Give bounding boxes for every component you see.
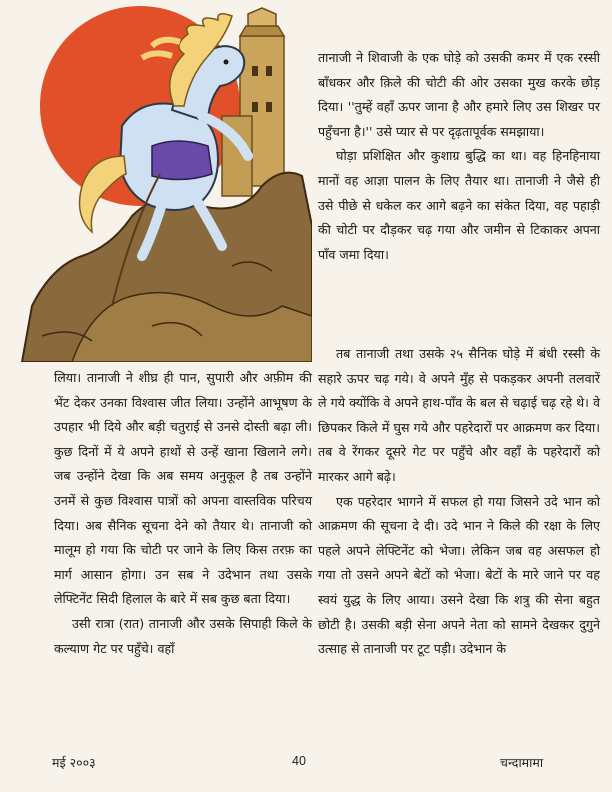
text-column-right-top xyxy=(318,46,600,267)
magazine-name: चन्दामामा xyxy=(500,755,544,770)
text-column-left-bottom xyxy=(54,366,312,661)
paragraph: तानाजी ने शिवाजी के एक घोड़े को उसकी कमर में एक रस्सी बाँधकर और क़िले की चोटी की ओर उसका मुख करके छोड़ दिया। ''तुम्हें वहाँ ऊपर जाना है और हमारे लिए उस शिखर पर पहुँचना है।'' उसे प्यार से पर दृढ़तापूर्वक समझाया। xyxy=(318,50,600,139)
paragraph: उसी रात्रा (रात) तानाजी और उसके सिपाही किले के कल्याण गेट पर पहुँचे। वहाँ xyxy=(54,615,312,656)
text-column-right-bottom xyxy=(318,342,600,662)
paragraph: लिया। तानाजी ने शीघ्र ही पान, सुपारी और अफ़ीम की भेंट देकर उनका विश्वास जीत लिया। उन्होंने आभूषण के उपहार भी दिये और बड़ी चतुराई से उनसे दोस्ती बढ़ा ली। कुछ दिनों में ये अपने हाथों से उन्हें खाना खिलाने लगे। जब उन्होंने देखा कि अब समय अनुकूल है तब उन्होंने उनमें से कुछ विश्वास पात्रों को अपना वास्तविक परिचय दिया। अब सैनिक सूचना देने को तैयार थे। तानाजी को मालूम हो गया कि चोटी पर जाने के लिए किस तरफ़ का मार्ग आसान होगा। उन सब ने उदेभान तथा उसके लेफ्टिनेंट सिदी हिलाल के बारे में सब कुछ बता दिया। xyxy=(54,370,312,607)
paragraph: एक पहरेदार भागने में सफल हो गया जिसने उदे भान को आक्रमण की सूचना दे दी। उदे भान ने किले की रक्षा के लिए पहले अपने लेफ्टिनेंट को भेजा। लेकिन जब वह असफल हो गया तो उसने अपने बेटों को भेजा। बेटों के मारे जाने पर वह स्वयं युद्ध के लिए आया। उसने देखा कि शत्रु की सेना बहुत छोटी है। उसकी बड़ी सेना अपने नेता को सामने देखकर दुगुने उत्साह से तानाजी पर टूट पड़ी। उदेभान के xyxy=(318,493,600,657)
page-footer xyxy=(0,752,612,776)
issue-date: मई २००३ xyxy=(52,755,96,770)
paragraph: तब तानाजी तथा उसके २५ सैनिक घोड़े में बंधी रस्सी के सहारे ऊपर चढ़ गये। वे अपने मुँह से पकड़कर अपनी तलवारें ले गये क्योंकि वे अपने हाथ-पाँव के बल से चढ़ाई चढ़ रहे थे। वे छिपकर किले में घुस गये और पहरेदारों पर आक्रमण कर दिया। तब वे रेंगकर दूसरे गेट पर पहुँचे और वहाँ के पहरेदारों को मारकर आगे बढ़े। xyxy=(318,346,600,484)
horse-on-cliff-illustration xyxy=(12,6,312,362)
paragraph: घोड़ा प्रशिक्षित और कुशाग्र बुद्धि का था। वह हिनहिनाया मानों वह आज्ञा पालन के लिए तैयार था। तानाजी ने जैसे ही उसे पीछे से धकेल कर आगे बढ़ने का संकेत दिया, वह पहाड़ी की चोटी पर दौड़कर चढ़ गया और जमीन से टिकाकर अपना पाँव जमा दिया। xyxy=(318,148,600,262)
page-number: 40 xyxy=(292,754,306,768)
